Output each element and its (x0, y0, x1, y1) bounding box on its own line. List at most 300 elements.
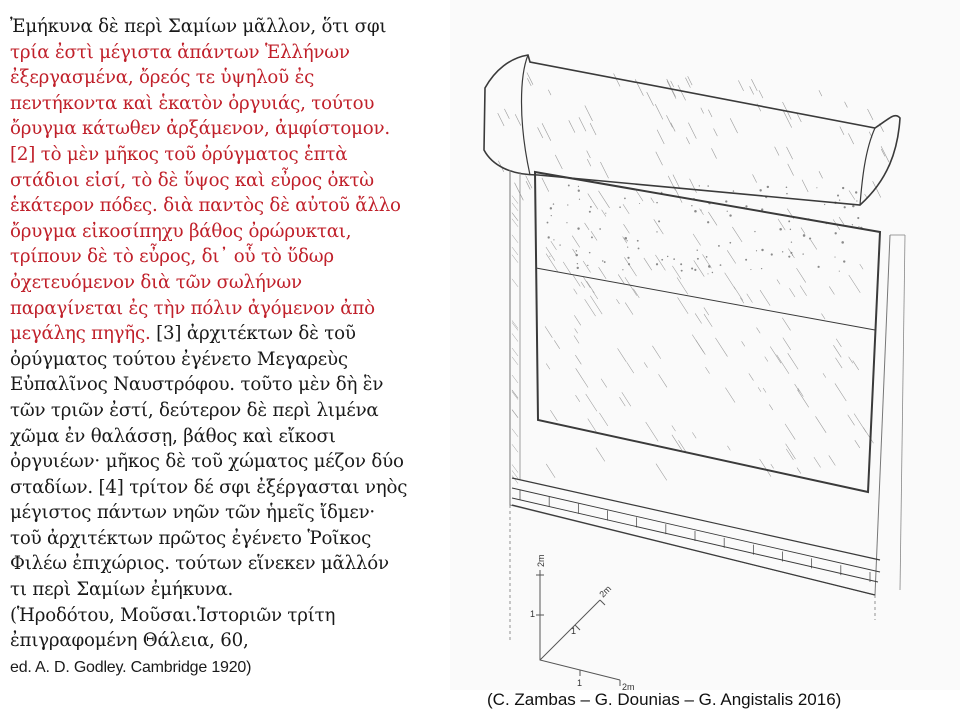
hatch-stroke (686, 137, 689, 144)
speckle (628, 263, 630, 265)
tunnel-front-face (535, 172, 880, 492)
hatch-stroke (854, 414, 866, 432)
speckle (790, 229, 791, 230)
speckle (707, 273, 708, 274)
hatch-stroke (725, 273, 736, 290)
hatch-stroke (678, 297, 689, 313)
hatch-stroke (512, 203, 518, 211)
hatch-stroke (796, 268, 805, 282)
passage-segment: τῶν τριῶν ἐστί, δεύτερον δὲ περὶ λιμένα (10, 399, 379, 421)
hatch-stroke (622, 392, 631, 406)
passage-segment: μεγάλης πηγῆς. (10, 323, 151, 345)
passage-segment: τρία ἐστὶ μέγιστα ἁπάντων Ἑλλήνων (10, 41, 350, 63)
speckle (837, 194, 839, 196)
rock-hatching (498, 73, 889, 484)
speckle (553, 203, 554, 204)
dashed-outline (510, 505, 875, 640)
hatch-stroke (829, 286, 834, 294)
speckle (771, 253, 773, 255)
passage-segment: στάδιοι εἰσί, τὸ δὲ ὕψος καὶ εὖρος ὀκτὼ (10, 169, 374, 191)
hatch-stroke (657, 130, 664, 144)
hatch-stroke (835, 383, 846, 401)
hatch-stroke (759, 90, 763, 98)
hatch-stroke (590, 123, 596, 135)
speckle (697, 250, 698, 251)
speckle (591, 236, 593, 238)
hatch-stroke (696, 340, 705, 355)
hatch-stroke (575, 329, 578, 334)
speckle (697, 258, 699, 260)
passage-segment: τοῦ ἀρχιτέκτων πρῶτος ἐγένετο Ῥοῖκος (10, 527, 372, 549)
hatch-stroke (849, 191, 855, 200)
hatch-stroke (512, 235, 518, 243)
speckle (761, 268, 762, 269)
speckle (656, 231, 657, 232)
speckle (599, 228, 601, 230)
speckle (756, 250, 757, 251)
speckle (622, 269, 623, 270)
speckle (589, 211, 591, 213)
hatch-stroke (652, 346, 660, 359)
speckle (720, 264, 722, 266)
hatch-stroke (756, 328, 760, 334)
hatch-stroke (688, 123, 696, 139)
passage-segment: Ἐμήκυνα δὲ περὶ Σαμίων μᾶλλον, ὅτι σφι (10, 16, 387, 37)
speckle (578, 186, 579, 187)
hatch-stroke (618, 348, 627, 362)
hatch-stroke (692, 432, 696, 438)
hatch-stroke (704, 307, 709, 315)
hatch-stroke (576, 368, 588, 387)
speckle (750, 269, 751, 270)
hatch-stroke (797, 390, 808, 408)
hatch-stroke (833, 345, 841, 357)
speckle (589, 252, 591, 254)
speckle (577, 227, 579, 229)
hatch-stroke (515, 114, 521, 125)
hatch-stroke (765, 357, 768, 362)
passage-line (10, 372, 440, 398)
hatch-stroke (783, 338, 791, 350)
hatch-stroke (512, 213, 518, 221)
speckle (725, 200, 727, 202)
hatch-stroke (655, 104, 663, 119)
hatch-stroke (627, 362, 634, 373)
hatch-stroke (829, 455, 836, 465)
passage-line (10, 270, 440, 296)
passage-line (10, 142, 440, 168)
hatch-stroke (659, 374, 667, 387)
hatch-stroke (546, 363, 550, 369)
passage-segment: ἐπιγραφομένη Θάλεια, 60, (10, 630, 249, 652)
hatch-stroke (758, 387, 761, 391)
speckle (844, 206, 846, 208)
passage-segment: παραγίνεται ἐς τὴν πόλιν ἀγόμενον ἀπὸ (10, 297, 375, 319)
passage-segment: σταδίων. [4] τρίτον δέ σφι ἐξέργασται νηὸς (10, 476, 408, 498)
hatch-stroke (554, 340, 560, 349)
hatch-stroke (512, 410, 518, 418)
speckle (604, 261, 606, 263)
speckle (842, 187, 844, 189)
passage-segment: τι περὶ Σαμίων ἐμήκυνα. (10, 579, 234, 601)
hatch-stroke (671, 123, 675, 132)
hatch-stroke (775, 147, 779, 156)
hatch-stroke (572, 236, 580, 248)
hatch-stroke (587, 159, 591, 166)
speckle (701, 210, 702, 211)
hatch-stroke (672, 266, 681, 279)
hatch-stroke (763, 388, 766, 392)
drawing-credit: (C. Zambas – G. Dounias – G. Angistalis 2016) (487, 690, 842, 709)
hatch-stroke (848, 415, 855, 426)
passage-line (10, 296, 440, 322)
hatch-stroke (795, 384, 800, 391)
speckle (839, 271, 840, 272)
axis-label-diagonal: 2m (597, 583, 614, 600)
passage-line (10, 65, 440, 91)
hatch-stroke (573, 275, 580, 286)
hatch-stroke (624, 224, 630, 233)
hatch-stroke (587, 281, 595, 293)
speckle (551, 215, 552, 216)
hatch-stroke (814, 457, 821, 467)
speckle (761, 249, 763, 251)
passage-line (10, 603, 440, 629)
hatch-stroke (860, 264, 863, 269)
passage-line (10, 577, 440, 603)
hatch-stroke (740, 298, 744, 304)
speckle (553, 239, 554, 240)
speckle (790, 252, 792, 254)
tunnel-section-drawing (450, 0, 960, 690)
speckle (624, 198, 626, 200)
hatch-stroke (672, 435, 682, 450)
hatch-stroke (704, 314, 712, 327)
speckle (576, 250, 577, 251)
hatch-stroke (599, 267, 607, 279)
hatch-stroke (836, 339, 841, 347)
hatch-stroke (785, 424, 795, 440)
speckle (605, 213, 606, 214)
speckle (712, 272, 713, 273)
passage-line (10, 91, 440, 117)
speckle (803, 234, 806, 237)
hatch-stroke (811, 240, 817, 250)
hatch-stroke (585, 223, 590, 230)
hatch-stroke (512, 320, 518, 328)
axis-label-horizontal: 2m (622, 682, 635, 690)
speckle (767, 186, 769, 188)
hatch-stroke (574, 335, 579, 343)
hatch-stroke (644, 362, 647, 367)
passage-segment: ὄρυγμα εἰκοσίπηχυ βάθος ὀρώρυκται, (10, 220, 352, 242)
hatch-stroke (656, 464, 667, 481)
hatch-stroke (732, 227, 742, 242)
speckle (627, 247, 628, 248)
speckle (818, 266, 820, 268)
speckle (786, 193, 788, 195)
speckle (856, 200, 857, 201)
hatch-stroke (636, 190, 643, 201)
passage-segment: [3] ἀρχιτέκτων δὲ τοῦ (150, 323, 356, 345)
hatch-stroke (512, 322, 518, 330)
hatch-stroke (512, 444, 518, 452)
speckle (802, 253, 803, 254)
hatch-stroke (839, 217, 844, 224)
passage-line (10, 398, 440, 424)
hatch-stroke (845, 102, 848, 108)
passage-line (10, 654, 440, 680)
hatch-stroke (583, 261, 590, 273)
hatch-stroke (512, 392, 518, 400)
hatch-stroke (797, 468, 801, 474)
speckle (786, 186, 788, 188)
hatch-stroke (616, 299, 619, 304)
hatch-stroke (693, 234, 701, 246)
hatch-stroke (849, 357, 853, 363)
speckle (834, 257, 835, 258)
passage-line (10, 424, 440, 450)
hatch-stroke (705, 367, 709, 373)
hatch-stroke (715, 338, 727, 357)
hatch-stroke (593, 291, 598, 299)
speckle (575, 254, 577, 256)
speckle (639, 203, 640, 204)
frame-right (900, 235, 905, 590)
passage-segment: μέγιστος πάντων νηῶν τῶν ἡμεῖς ἴδμεν· (10, 502, 376, 524)
speckle (638, 247, 640, 249)
hatch-stroke (801, 228, 805, 234)
hatch-stroke (526, 181, 530, 189)
speckle (602, 260, 603, 261)
speckle (559, 244, 560, 245)
hatch-stroke (581, 282, 585, 288)
hatch-stroke (753, 174, 757, 182)
hatch-stroke (515, 183, 524, 201)
hatch-stroke (771, 464, 774, 468)
hatch-stroke (840, 126, 844, 134)
hatch-stroke (555, 155, 562, 169)
hatch-stroke (727, 446, 730, 451)
speckle (667, 256, 668, 257)
speckle (656, 202, 658, 204)
passage-segment: πεντήκοντα καὶ ἑκατὸν ὀργυιάς, τούτου (10, 92, 375, 114)
speckle (852, 224, 853, 225)
speckle (824, 204, 825, 205)
hatch-stroke (574, 315, 581, 325)
tunnel-outlines (484, 55, 905, 686)
hatch-stroke (751, 79, 757, 91)
speckle (816, 187, 817, 188)
hatch-stroke (551, 241, 557, 250)
hatch-stroke (677, 277, 688, 294)
pipe-top (512, 488, 880, 572)
axis-label-vertical: 2m (536, 554, 546, 567)
speckle (627, 240, 628, 241)
hatch-stroke (848, 133, 853, 144)
hatch-stroke (738, 80, 743, 90)
hatch-stroke (600, 162, 608, 178)
hatch-stroke (588, 194, 598, 210)
hatch-stroke (714, 128, 718, 136)
hatch-stroke (591, 231, 597, 240)
hatch-stroke (694, 260, 704, 276)
hatch-stroke (601, 379, 607, 388)
passage-line (10, 628, 440, 654)
passage-segment: Φιλέω ἐπιχώριος. τούτων εἵνεκεν μᾶλλόν (10, 553, 389, 575)
hatch-stroke (678, 85, 686, 100)
speckle (694, 269, 696, 271)
hatch-stroke (512, 348, 518, 356)
hatch-stroke (853, 361, 859, 370)
speckle (835, 232, 837, 234)
hatch-stroke (711, 148, 716, 158)
hatch-stroke (550, 410, 557, 421)
hatch-stroke (881, 146, 889, 162)
greek-passage (10, 14, 440, 679)
hatch-stroke (672, 425, 676, 431)
hatch-stroke (512, 390, 518, 398)
tunnel-mid-line (536, 268, 875, 330)
passage-line (10, 500, 440, 526)
hatch-stroke (742, 341, 745, 346)
hatch-stroke (778, 219, 785, 230)
hatch-stroke (685, 78, 690, 88)
speckle (707, 221, 709, 223)
speckle (841, 241, 844, 244)
speckle (788, 220, 790, 222)
hatch-stroke (512, 429, 518, 437)
hatch-stroke (671, 81, 674, 87)
passage-segment: ὀρύγματος τούτου ἐγένετο Μεγαρεὺς (10, 348, 348, 370)
speckle (577, 267, 579, 269)
hatch-stroke (583, 277, 590, 288)
hatch-stroke (770, 346, 781, 363)
hatch-stroke (512, 255, 518, 263)
speckle (656, 263, 658, 265)
speckle (694, 210, 697, 213)
speckle (568, 184, 570, 186)
hatch-stroke (647, 92, 654, 106)
hatch-stroke (644, 258, 652, 270)
speckle (857, 217, 859, 219)
hatch-stroke (655, 255, 665, 270)
passage-segment: ὀργυιέων· μῆκος δὲ τοῦ χώματος μέζον δύο (10, 451, 404, 473)
hatch-stroke (725, 388, 735, 403)
speckle (577, 263, 578, 264)
hatch-stroke (815, 416, 826, 433)
hatch-stroke (620, 397, 626, 406)
speckle (706, 256, 708, 258)
hatch-stroke (708, 110, 712, 117)
speckle (839, 199, 840, 200)
speckle (566, 222, 567, 223)
passage-segment: ed. A. D. Godley. Cambridge 1920) (10, 658, 252, 676)
hatch-stroke (504, 109, 509, 119)
passage-line (10, 244, 440, 270)
axis-label-v1: 1 (530, 609, 536, 619)
speckle (852, 205, 854, 207)
passage-segment: χῶμα ἐν θαλάσσῃ, βάθος καὶ εἴκοσι (10, 425, 336, 447)
hatch-stroke (542, 123, 551, 140)
speckle (708, 265, 711, 268)
speckle (759, 189, 761, 191)
upper-rock-inner-edge (522, 55, 531, 175)
passage-segment: Εὐπαλῖνος Ναυστρόφου. τοῦτο μὲν δὴ ἓν (10, 374, 384, 396)
passage-segment: ἑκάτερον πόδες. διὰ παντὸς δὲ αὐτοῦ ἄλλο (10, 195, 401, 217)
hatch-stroke (542, 178, 549, 192)
speckle (792, 254, 793, 255)
speckle (745, 259, 747, 261)
hatch-stroke (823, 373, 826, 377)
hatch-stroke (646, 422, 658, 441)
hatch-stroke (673, 175, 679, 188)
hatch-stroke (819, 90, 822, 96)
hatch-stroke (614, 74, 620, 87)
passage-line (10, 526, 440, 552)
hatch-stroke (868, 109, 873, 120)
speckle (619, 206, 621, 208)
hatch-stroke (579, 117, 586, 131)
passage-line (10, 449, 440, 475)
speckle (658, 220, 660, 222)
hatch-stroke (701, 108, 704, 114)
passage-line (10, 193, 440, 219)
hatch-stroke (590, 296, 602, 314)
speckle (745, 205, 747, 207)
hatch-stroke (512, 375, 518, 383)
hatch-stroke (512, 390, 518, 398)
hatch-stroke (587, 151, 591, 158)
hatch-stroke (512, 247, 518, 255)
passage-line (10, 168, 440, 194)
speckle (661, 259, 663, 261)
speckle (627, 257, 629, 259)
hatch-stroke (760, 290, 770, 306)
hatch-stroke (789, 288, 795, 297)
speckle (782, 251, 783, 252)
hatch-stroke (625, 303, 633, 315)
hatch-stroke (819, 171, 823, 178)
hatch-stroke (596, 448, 605, 462)
speckle (779, 228, 782, 231)
speckle (699, 185, 700, 186)
speckle (727, 211, 728, 212)
hatch-stroke (598, 191, 609, 208)
hatch-stroke (545, 326, 552, 337)
hatch-stroke (769, 404, 773, 410)
speckle (590, 206, 592, 208)
speckle (547, 222, 549, 224)
hatch-stroke (786, 444, 796, 459)
hatch-stroke (546, 464, 555, 478)
hatch-stroke (788, 353, 798, 369)
speckle (681, 270, 683, 272)
speckle (718, 245, 720, 247)
speckle (550, 207, 552, 209)
speckle (788, 256, 790, 258)
hatch-stroke (783, 111, 792, 128)
hatch-stroke (700, 209, 704, 215)
hatch-stroke (563, 262, 571, 274)
speckle (691, 205, 692, 206)
speckle (578, 190, 580, 192)
passage-segment: ὀχετευόμενον διὰ τῶν σωλήνων (10, 271, 302, 293)
speckle (579, 199, 580, 200)
hatch-stroke (576, 395, 580, 402)
speckle (707, 185, 709, 187)
hatch-stroke (512, 409, 518, 417)
